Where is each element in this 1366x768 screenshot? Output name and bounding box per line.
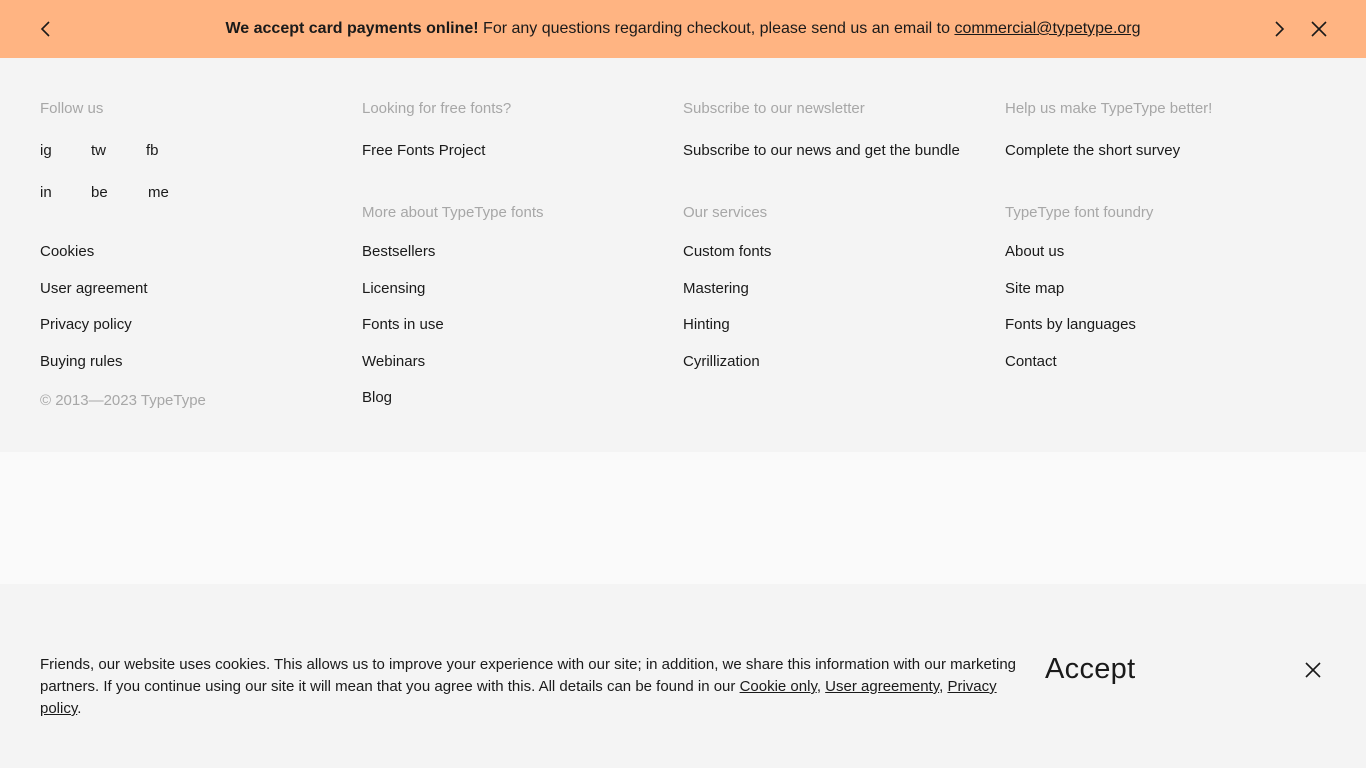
footer-link-bestsellers[interactable]: Bestsellers: [362, 243, 436, 260]
social-link-fb[interactable]: fb: [146, 142, 159, 159]
social-link-tw[interactable]: tw: [91, 142, 106, 159]
footer-link-about-us[interactable]: About us: [1005, 243, 1065, 260]
footer-link-blog[interactable]: Blog: [362, 389, 393, 406]
close-icon[interactable]: [1303, 660, 1323, 680]
footer-link-fonts-by-languages[interactable]: Fonts by languages: [1005, 316, 1136, 333]
survey-heading: Help us make TypeType better!: [1005, 100, 1213, 117]
free-fonts-heading: Looking for free fonts?: [362, 100, 512, 117]
footer-link-cyrillization[interactable]: Cyrillization: [683, 353, 760, 370]
social-link-in[interactable]: in: [40, 184, 52, 201]
footer-link-licensing[interactable]: Licensing: [362, 280, 426, 297]
announcement-bold: We accept card payments online!: [225, 20, 479, 37]
follow-heading: Follow us: [40, 100, 104, 117]
social-link-me[interactable]: me: [148, 184, 169, 201]
chevron-right-icon[interactable]: [1269, 19, 1289, 39]
footer-link-webinars[interactable]: Webinars: [362, 353, 426, 370]
site-footer: [0, 58, 1366, 452]
newsletter-heading: Subscribe to our newsletter: [683, 100, 865, 117]
copyright: © 2013—2023 TypeType: [40, 392, 206, 409]
cookie-text: Friends, our website uses cookies. This allows us to improve your experience with our site; in addition, we share this information with our marketing partners. If you continue using our site it will mean that you agree with this. All details can be found in our: [40, 656, 1017, 695]
cookie-separator: ,: [939, 678, 948, 695]
footer-link-user-agreement[interactable]: User agreement: [40, 280, 148, 297]
social-link-be[interactable]: be: [91, 184, 108, 201]
content-band: [0, 452, 1366, 584]
footer-link-mastering[interactable]: Mastering: [683, 280, 749, 297]
footer-link-cookies[interactable]: Cookies: [40, 243, 95, 260]
footer-link-survey[interactable]: Complete the short survey: [1005, 142, 1181, 159]
announcement-email-link[interactable]: commercial@typetype.org: [954, 20, 1141, 37]
announcement-text: For any questions regarding checkout, please send us an email to: [478, 20, 955, 37]
footer-link-hinting[interactable]: Hinting: [683, 316, 730, 333]
accept-button[interactable]: Accept: [1045, 653, 1136, 685]
services-heading: Our services: [683, 204, 768, 221]
footer-link-subscribe[interactable]: Subscribe to our news and get the bundle: [683, 142, 960, 159]
foundry-heading: TypeType font foundry: [1005, 204, 1154, 221]
footer-link-buying-rules[interactable]: Buying rules: [40, 353, 123, 370]
cookie-only-link[interactable]: Cookie only: [739, 678, 817, 695]
cookie-message: [40, 654, 1020, 720]
footer-link-site-map[interactable]: Site map: [1005, 280, 1065, 297]
close-icon[interactable]: [1309, 19, 1329, 39]
announcement-bar: [0, 0, 1366, 58]
footer-link-free-fonts-project[interactable]: Free Fonts Project: [362, 142, 486, 159]
cookie-banner: [0, 584, 1366, 768]
cookie-separator: ,: [816, 678, 826, 695]
footer-link-contact[interactable]: Contact: [1005, 353, 1057, 370]
user-agreement-link[interactable]: User agreementy: [825, 678, 940, 695]
more-fonts-heading: More about TypeType fonts: [362, 204, 544, 221]
announcement-message: [0, 19, 1366, 39]
footer-link-custom-fonts[interactable]: Custom fonts: [683, 243, 772, 260]
footer-link-fonts-in-use[interactable]: Fonts in use: [362, 316, 444, 333]
cookie-end: .: [77, 700, 82, 717]
social-link-ig[interactable]: ig: [40, 142, 52, 159]
footer-link-privacy-policy[interactable]: Privacy policy: [40, 316, 132, 333]
privacy-policy-link[interactable]: Privacy policy: [40, 678, 997, 717]
